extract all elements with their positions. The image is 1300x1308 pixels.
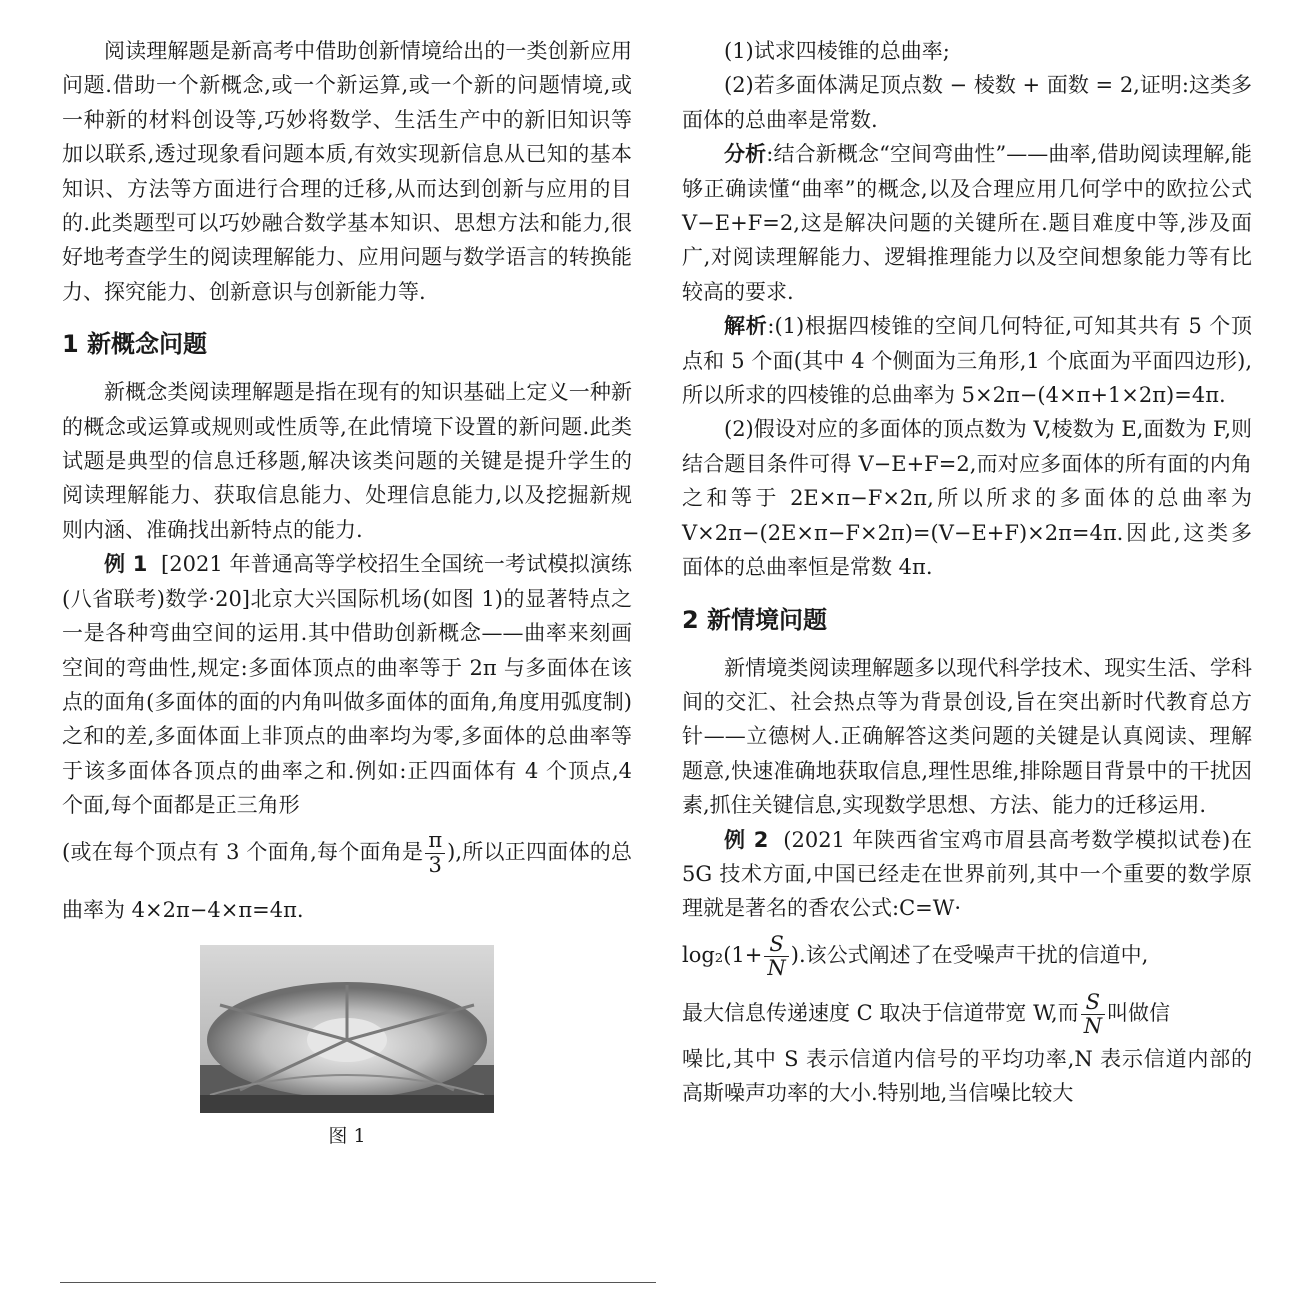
- example2-label: 例 2: [724, 827, 769, 852]
- right-column: [682, 34, 1252, 1111]
- fraction-s-2: S: [1081, 991, 1105, 1015]
- fraction-s-over-n: [764, 933, 788, 980]
- example2-text: (2021 年陕西省宝鸡市眉县高考数学模拟试卷)在 5G 技术方面,中国已经走在世界前列,其中一个重要的数学原理就是著名的香农公式:C=W·: [682, 827, 1252, 921]
- intro-paragraph: 阅读理解题是新高考中借助创新情境给出的一类创新应用问题.借助一个新概念,或一个新运算,或一个新的问题情境,或一种新的材料创设等,巧妙将数学、生活生产中的新旧知识等加以联系,透过现象看问题本质,有效实现新信息从已知的基本知识、方法等方面进行合理的迁移,从而达到创新与应用的目的.此类题型可以巧妙融合数学基本知识、思想方法和能力,很好地考查学生的阅读理解能力、应用问题与数学语言的转换能力、探究能力、创新意识与创新能力等.: [62, 39, 632, 304]
- example1-label: 例 1: [104, 552, 148, 577]
- example2-continuation: 噪比,其中 S 表示信道内信号的平均功率,N 表示信道内部的高斯噪声功率的大小.特别地,当信噪比较大: [682, 1046, 1252, 1106]
- formula-line: [682, 926, 1252, 984]
- fraction-numerator: π: [425, 829, 445, 853]
- section2-heading: 2 新情境问题: [682, 605, 828, 634]
- solution-paragraph-1: [682, 309, 1252, 412]
- example1-cont-b: ),所以正四面体的总曲率为 4×2π−4×π=4π.: [62, 839, 632, 922]
- formula-close: ): [790, 942, 799, 967]
- fraction-pi-over-3: [425, 829, 445, 876]
- example2-cont-1: .该公式阐述了在受噪声干扰的信道中,: [798, 942, 1149, 967]
- analysis-label: 分析: [724, 142, 767, 167]
- analysis-paragraph: [682, 137, 1252, 309]
- left-column: [62, 34, 632, 1153]
- formula-log: log₂(1+: [682, 942, 763, 967]
- figure-caption: 图 1: [328, 1124, 366, 1147]
- solution-label: 解析: [724, 314, 768, 339]
- question1: (1)试求四棱锥的总曲率;: [724, 39, 950, 63]
- example2-cont-3: 叫做信: [1107, 1000, 1171, 1025]
- example2-cont-2: 最大信息传递速度 C 取决于信道带宽 W,而: [682, 1000, 1079, 1025]
- section2-paragraph: 新情境类阅读理解题多以现代科学技术、现实生活、学科间的交汇、社会热点等为背景创设,旨在突出新时代教育总方针——立德树人.正确解答这类问题的关键是认真阅读、理解题意,快速准确地获取信息,理性思维,排除题目背景中的干扰因素,抓住关键信息,实现数学思想、方法、能力的迁移运用.: [682, 655, 1252, 818]
- fraction-denominator: 3: [428, 852, 442, 877]
- fraction-n: N: [767, 955, 786, 980]
- fraction-s: S: [764, 933, 788, 957]
- section1-paragraph: 新概念类阅读理解题是指在现有的知识基础上定义一种新的概念或运算或规则或性质等,在此情境下设置的新问题.此类试题是典型的信息迁移题,解决该类问题的关键是提升学生的阅读理解能力、获取信息能力、处理信息能力,以及挖掘新规则内涵、准确找出新特点的能力.: [62, 380, 632, 542]
- example1-cont-a: (或在每个顶点有 3 个面角,每个面角是: [62, 839, 424, 864]
- section1-heading: 1 新概念问题: [62, 330, 208, 359]
- question2: (2)若多面体满足顶点数 − 棱数 + 面数 = 2,证明:这类多面体的总曲率是常数.: [682, 73, 1252, 132]
- example1-paragraph: [62, 547, 632, 822]
- example1-text: [2021 年普通高等学校招生全国统一考试模拟演练(八省联考)数学·20]北京大兴国际机场(如图 1)的显著特点之一是各种弯曲空间的运用.其中借助创新概念——曲率来刻画空间的弯曲性,规定:多面体顶点的曲率等于 2π 与多面体在该点的面角(多面体的面的内角叫做多面体的面角,角度用弧度制)之和的差,多面体面上非顶点的曲率均为零,多面体的总曲率等于该多面体各顶点的曲率之和.例如:正四面体有 4 个顶点,4 个面,每个面都是正三角形: [62, 552, 632, 818]
- example2-paragraph: [682, 823, 1252, 926]
- solution-text-1: :(1)根据四棱锥的空间几何特征,可知其共有 5 个顶点和 5 个面(其中 4 个侧面为三角形,1 个底面为平面四边形),所以所求的四棱锥的总曲率为 5×2π−(4×π+1×2π)=4π.: [682, 314, 1252, 408]
- example1-continuation: [62, 823, 632, 939]
- fraction-s-over-n-2: [1081, 991, 1105, 1038]
- airport-figure-image: [200, 945, 494, 1113]
- footer-rule: [60, 1282, 656, 1283]
- solution-paragraph-2: (2)假设对应的多面体的顶点数为 V,棱数为 E,面数为 F,则结合题目条件可得 V−E+F=2,而对应多面体的所有面的内角之和等于 2E×π−F×2π,所以所求的多面体的总曲率为 V×2π−(2E×π−F×2π)=(V−E+F)×2π=4π.因此,这类多面体的总曲率恒是常数 4π.: [682, 417, 1252, 580]
- example2-line-snr: [682, 984, 1252, 1042]
- analysis-text: :结合新概念“空间弯曲性”——曲率,借助阅读理解,能够正确读懂“曲率”的概念,以及合理应用几何学中的欧拉公式 V−E+F=2,这是解决问题的关键所在.题目难度中等,涉及面广,对阅读理解能力、逻辑推理能力以及空间想象能力等有比较高的要求.: [682, 142, 1252, 304]
- fraction-n-2: N: [1083, 1013, 1103, 1038]
